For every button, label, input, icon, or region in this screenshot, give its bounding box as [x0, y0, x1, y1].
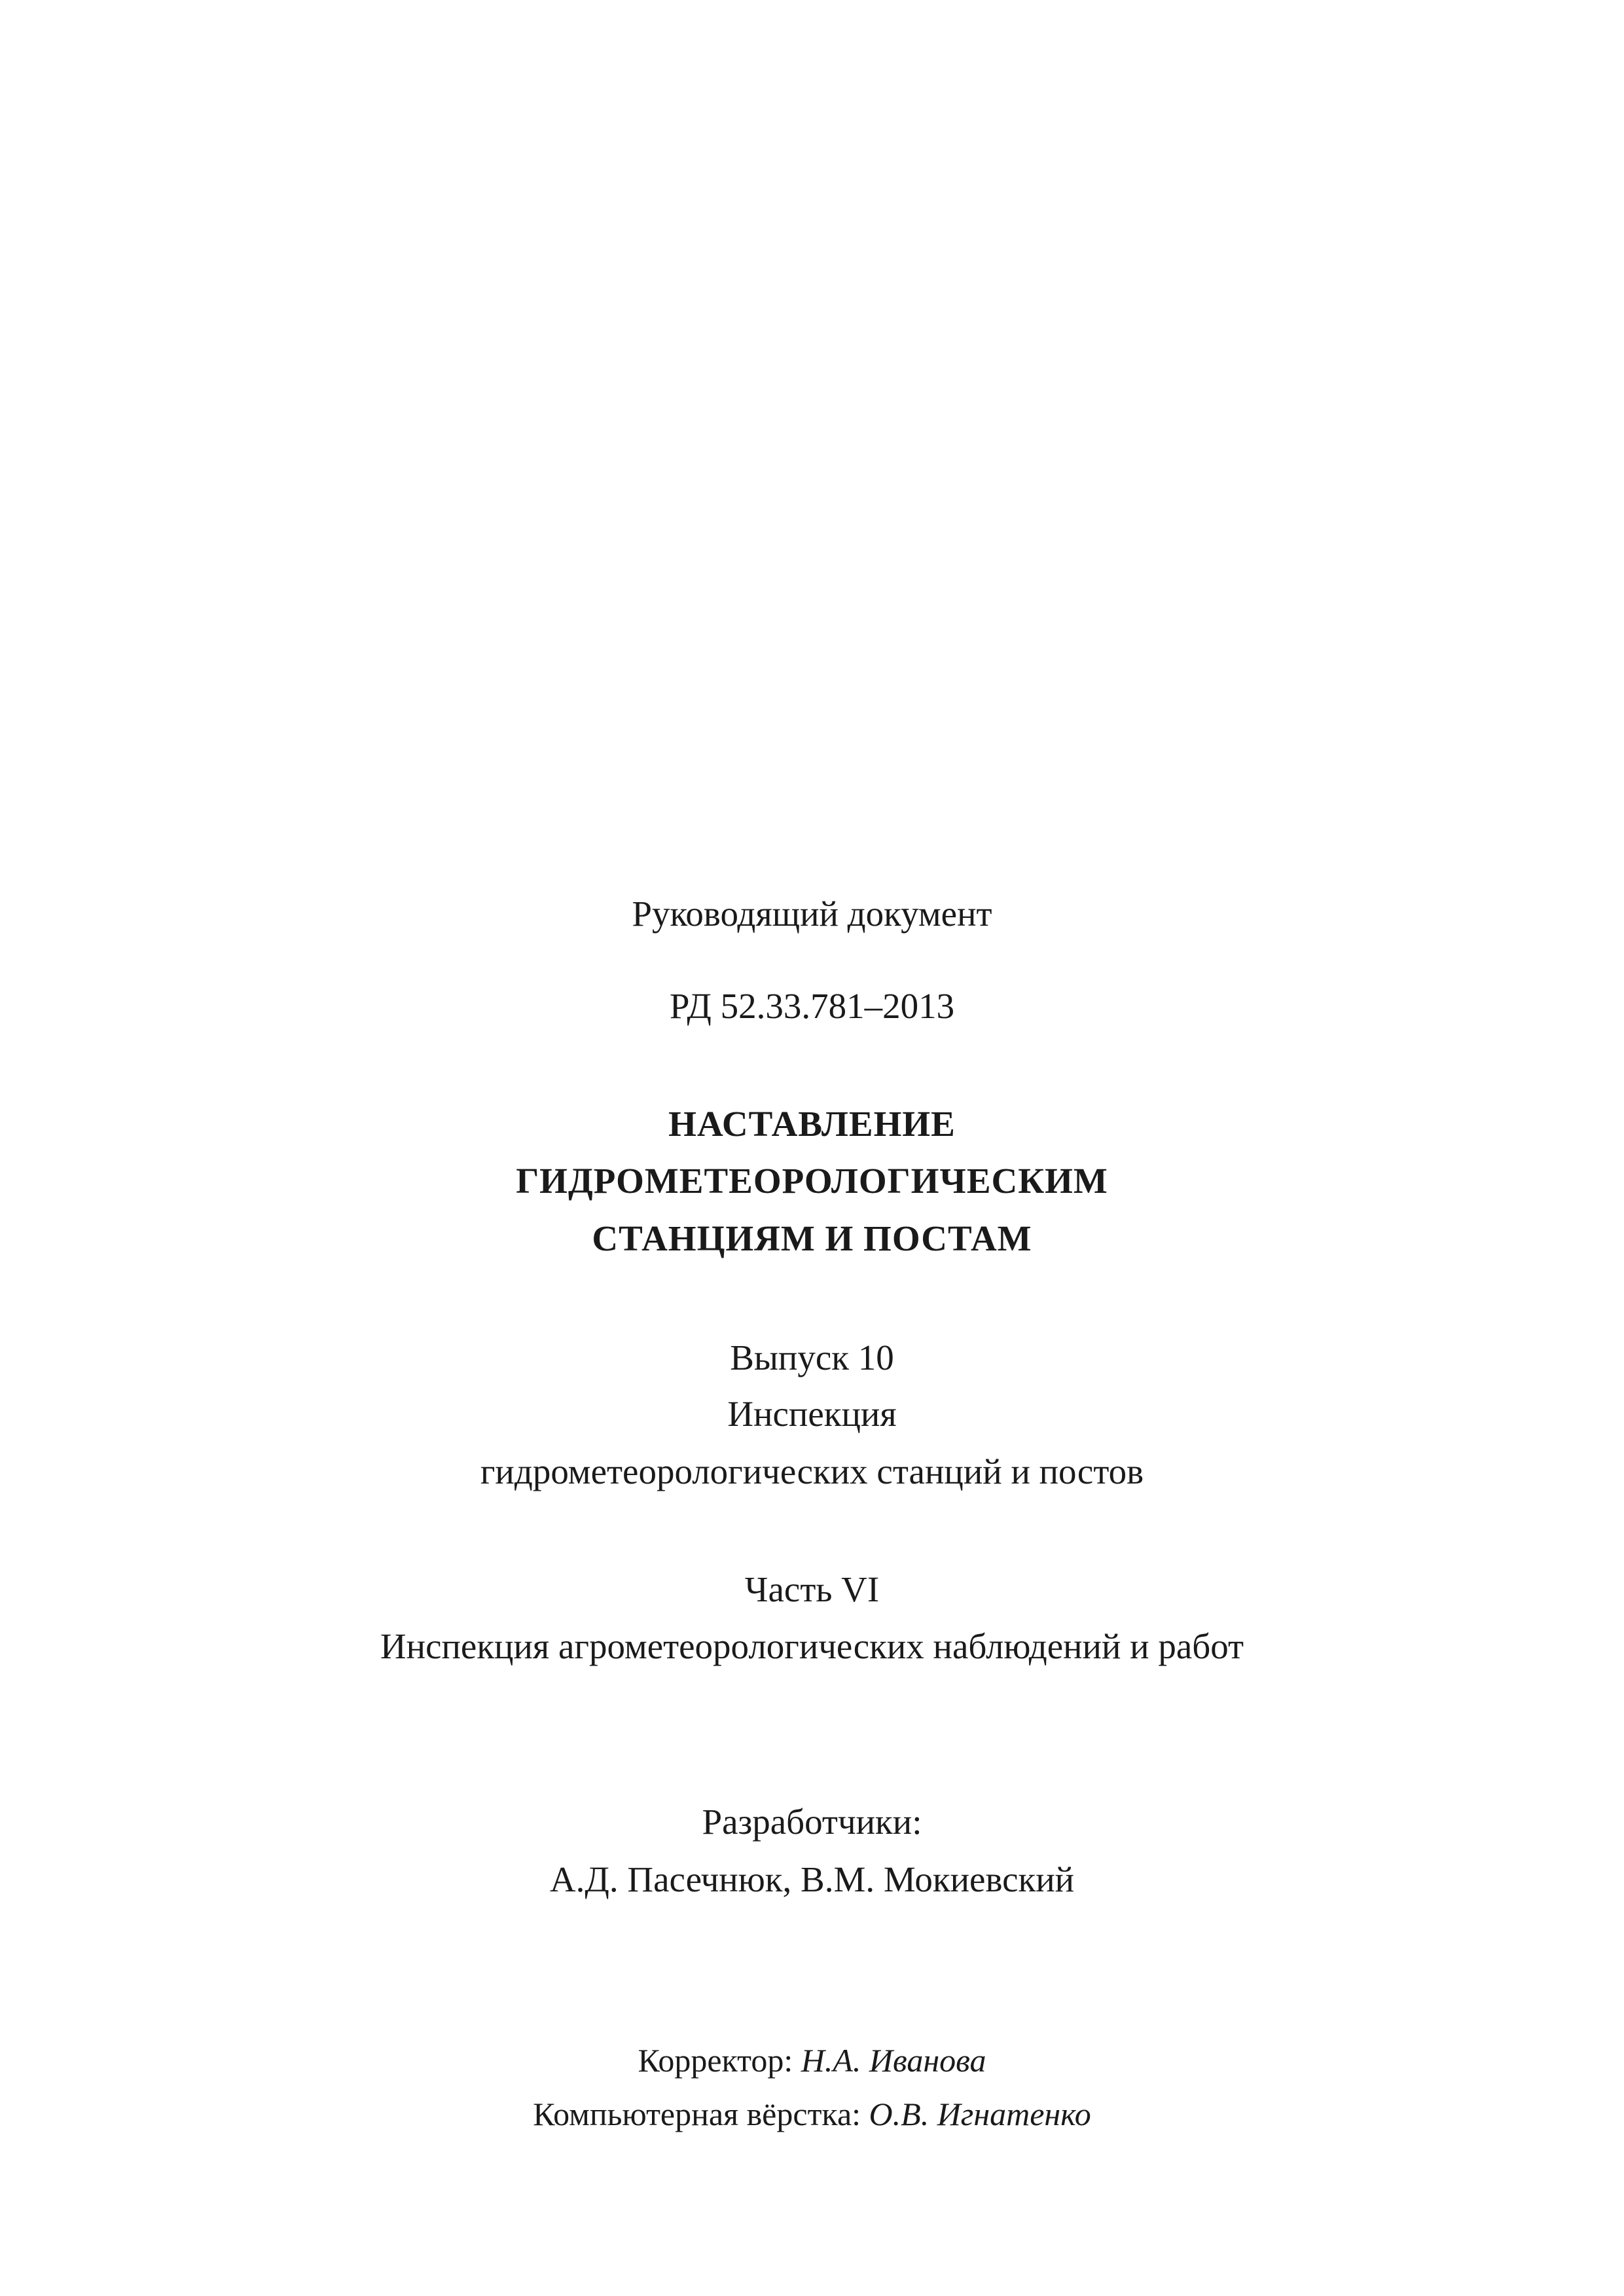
document-type: Руководящий документ — [632, 894, 992, 934]
developers-names: А.Д. Пасечнюк, В.М. Мокиевский — [549, 1859, 1075, 1899]
document-title-line-3: СТАНЦИЯМ И ПОСТАМ — [592, 1218, 1032, 1258]
part-subtitle: Инспекция агрометеорологических наблюдений и работ — [380, 1626, 1244, 1666]
document-title-line-2: ГИДРОМЕТЕОРОЛОГИЧЕСКИМ — [516, 1161, 1108, 1201]
document-code: РД 52.33.781–2013 — [669, 986, 955, 1026]
issue-subtitle-line-1: Инспекция — [727, 1394, 897, 1434]
layout-name: О.В. Игнатенко — [869, 2096, 1091, 2132]
issue-subtitle-line-2: гидрометеорологических станций и постов — [480, 1451, 1144, 1491]
layout-credit — [0, 2098, 1624, 2130]
part-label: Часть VI — [744, 1569, 880, 1609]
document-title-line-1: НАСТАВЛЕНИЕ — [668, 1104, 956, 1144]
developers-label: Разработчики: — [702, 1802, 922, 1842]
issue-label: Выпуск 10 — [730, 1338, 894, 1377]
corrector-credit — [0, 2044, 1624, 2077]
corrector-label: Корректор: — [638, 2042, 801, 2079]
layout-label: Компьютерная вёрстка: — [533, 2096, 869, 2132]
corrector-name: Н.А. Иванова — [801, 2042, 986, 2079]
